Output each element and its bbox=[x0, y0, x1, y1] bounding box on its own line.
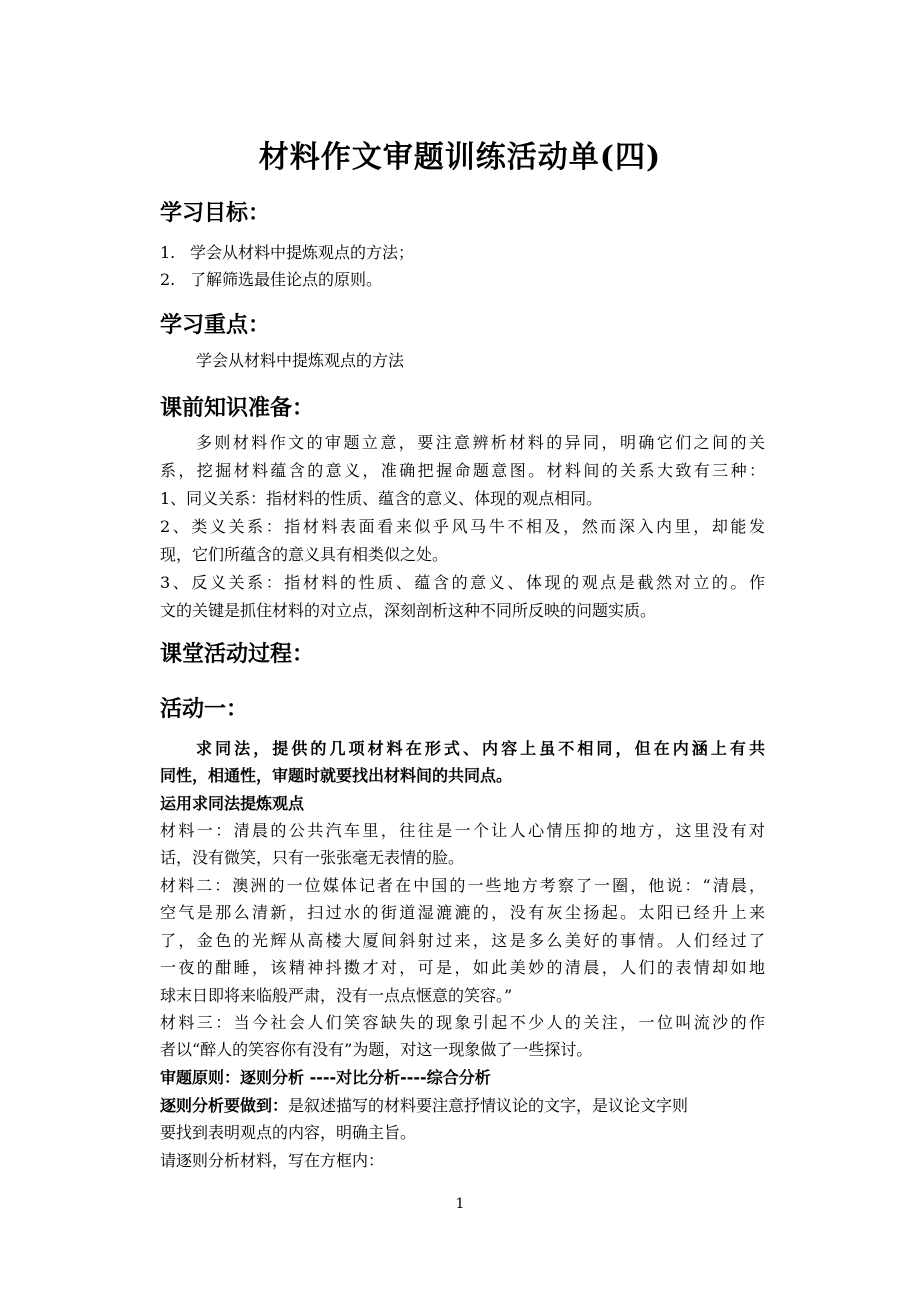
method-line: 同性，相通性，审题时就要找出材料间的共同点。 bbox=[160, 766, 513, 785]
material-line: 话，没有微笑，只有一张张毫无表情的脸。 bbox=[160, 848, 465, 867]
prep-line: 多则材料作文的审题立意，要注意辨析材料的异同，明确它们之间的关 bbox=[196, 433, 765, 452]
prep-heading: 课前知识准备： bbox=[160, 396, 315, 421]
prep-line: 1、同义关系：指材料的性质、蕴含的意义、体现的观点相同。 bbox=[160, 489, 603, 508]
goal-number: 2. bbox=[160, 270, 176, 289]
material-line: 材料二：澳洲的一位媒体记者在中国的一些地方考察了一圈，他说：“清晨， bbox=[160, 876, 765, 895]
material-line: 了，金色的光辉从高楼大厦间斜射过来，这是多么美好的事情。人们经过了 bbox=[160, 931, 765, 950]
page-number: 1 bbox=[455, 1196, 465, 1212]
prep-line: 文的关键是抓住材料的对立点，深刻剖析这种不同所反映的问题实质。 bbox=[160, 601, 657, 620]
analysis-line: 要找到表明观点的内容，明确主旨。 bbox=[160, 1123, 417, 1142]
material-line: 球末日即将来临般严肃，没有一点点惬意的笑容。” bbox=[160, 986, 513, 1005]
goal-text: 学会从材料中提炼观点的方法； bbox=[190, 243, 415, 262]
page-title: 材料作文审题训练活动单(四) bbox=[258, 140, 662, 175]
focus-heading: 学习重点： bbox=[160, 313, 271, 338]
goals-heading: 学习目标： bbox=[160, 201, 271, 226]
activity-heading: 活动一： bbox=[160, 697, 249, 722]
prep-line: 2、类义关系：指材料表面看来似乎风马牛不相及，然而深入内里，却能发 bbox=[160, 517, 765, 536]
goal-item bbox=[160, 243, 765, 263]
focus-text: 学会从材料中提炼观点的方法 bbox=[196, 351, 405, 370]
goal-number: 1. bbox=[160, 243, 176, 262]
material-line: 空气是那么清新，扫过水的街道湿漉漉的，没有灰尘扬起。太阳已经升上来 bbox=[160, 903, 765, 922]
analysis-line bbox=[160, 1096, 765, 1116]
principle-line: 审题原则：逐则分析 ----对比分析----综合分析 bbox=[160, 1068, 491, 1087]
instruction-line: 请逐则分析材料，写在方框内： bbox=[160, 1151, 385, 1170]
goal-text: 了解筛选最佳论点的原则。 bbox=[190, 270, 383, 289]
method-subtitle: 运用求同法提炼观点 bbox=[160, 794, 305, 813]
method-line: 求同法，提供的几项材料在形式、内容上虽不相同，但在内涵上有共 bbox=[196, 739, 765, 758]
material-line: 一夜的酣睡，该精神抖擞才对，可是，如此美妙的清晨，人们的表情却如地 bbox=[160, 958, 765, 977]
prep-line: 系，挖掘材料蕴含的意义，准确把握命题意图。材料间的关系大致有三种： bbox=[160, 461, 765, 480]
material-line: 者以“醉人的笑容你有没有”为题，对这一现象做了一些探讨。 bbox=[160, 1040, 593, 1059]
class-process-heading: 课堂活动过程： bbox=[160, 642, 315, 667]
prep-line: 3、反义关系：指材料的性质、蕴含的意义、体现的观点是截然对立的。作 bbox=[160, 573, 765, 592]
analysis-label: 逐则分析要做到： bbox=[160, 1096, 289, 1115]
goal-item bbox=[160, 270, 765, 290]
analysis-text: 是叙述描写的材料要注意抒情议论的文字，是议论文字则 bbox=[288, 1096, 689, 1115]
material-line: 材料一：清晨的公共汽车里，往往是一个让人心情压抑的地方，这里没有对 bbox=[160, 821, 765, 840]
material-line: 材料三：当今社会人们笑容缺失的现象引起不少人的关注，一位叫流沙的作 bbox=[160, 1013, 765, 1032]
prep-line: 现，它们所蕴含的意义具有相类似之处。 bbox=[160, 545, 449, 564]
